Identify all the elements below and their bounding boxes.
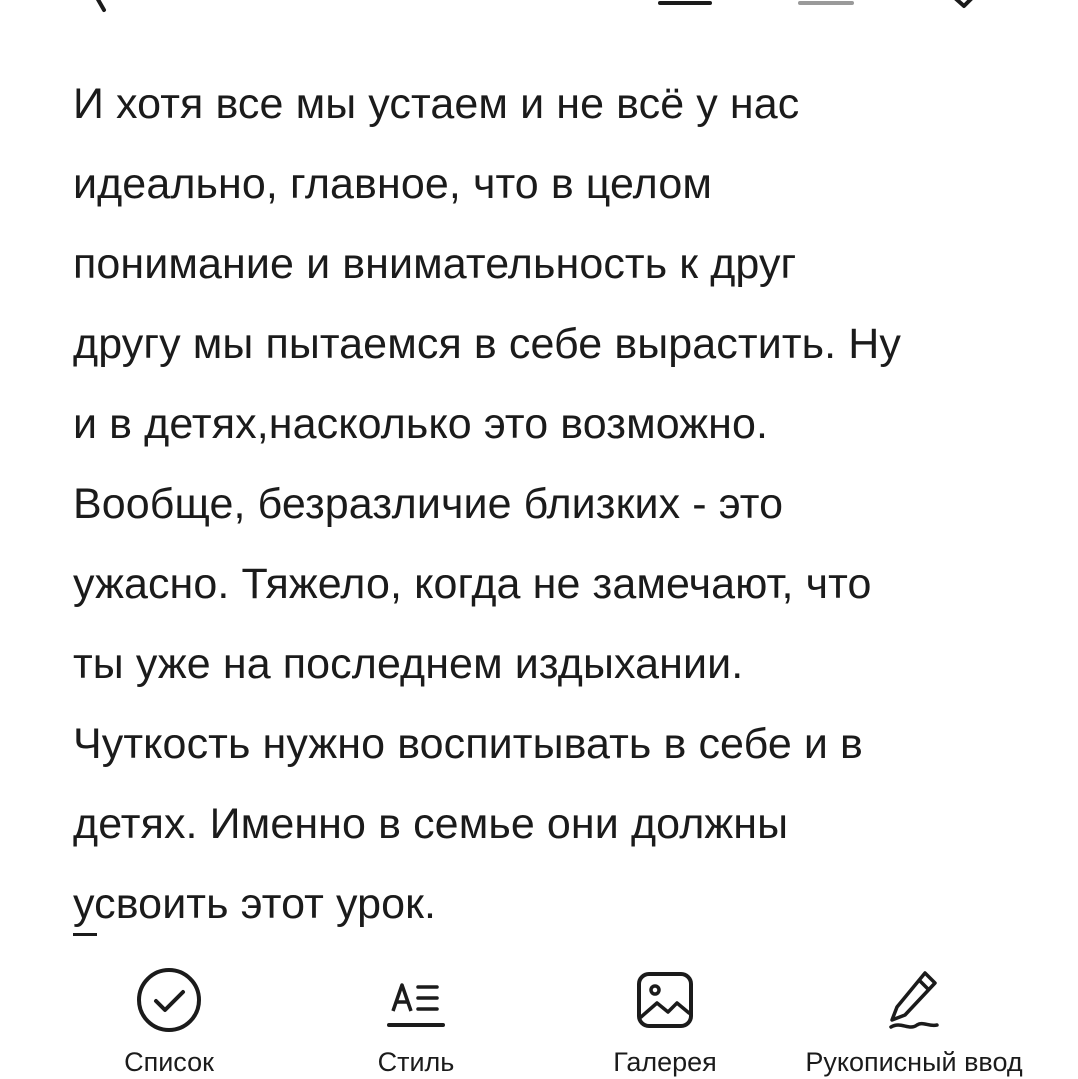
chevron-left-icon[interactable] [88, 0, 104, 10]
bottom-toolbar [0, 955, 1078, 1078]
checklist-label: Список [124, 1047, 214, 1077]
note-line: И хотя все мы устаем и не всё у нас [73, 80, 800, 128]
checklist-button[interactable] [44, 955, 294, 1078]
top-bar-icons [0, 0, 1078, 40]
note-line: ужасно. Тяжело, когда не замечают, что [73, 560, 872, 608]
top-bar [0, 0, 1078, 40]
handwriting-label: Рукописный ввод [805, 1047, 1023, 1077]
note-line: детях. Именно в семье они должны [73, 800, 789, 848]
text-style-icon [381, 965, 451, 1035]
more-icon[interactable] [955, 0, 972, 6]
style-label: Стиль [377, 1047, 455, 1077]
note-line: Чуткость нужно воспитывать в себе и в [73, 720, 864, 768]
note-line-last [73, 864, 1033, 944]
note-line: идеально, главное, что в целом [73, 160, 712, 208]
text-cursor [73, 933, 97, 936]
note-line-text: усвоить этот урок. [73, 880, 437, 928]
gallery-label: Галерея [613, 1047, 717, 1077]
note-text-area[interactable] [73, 64, 1033, 944]
note-line: Вообще, безразличие близких - это [73, 480, 784, 528]
pen-icon [879, 965, 949, 1035]
note-line: понимание и внимательность к друг [73, 240, 797, 288]
check-circle-icon [134, 965, 204, 1035]
handwriting-button[interactable] [789, 955, 1039, 1078]
gallery-icon [630, 965, 700, 1035]
note-line: ты уже на последнем издыхании. [73, 640, 744, 688]
note-line: и в детях,насколько это возможно. [73, 400, 769, 448]
note-line: другу мы пытаемся в себе вырастить. Ну [73, 320, 901, 368]
gallery-button[interactable] [540, 955, 790, 1078]
style-button[interactable] [291, 955, 541, 1078]
